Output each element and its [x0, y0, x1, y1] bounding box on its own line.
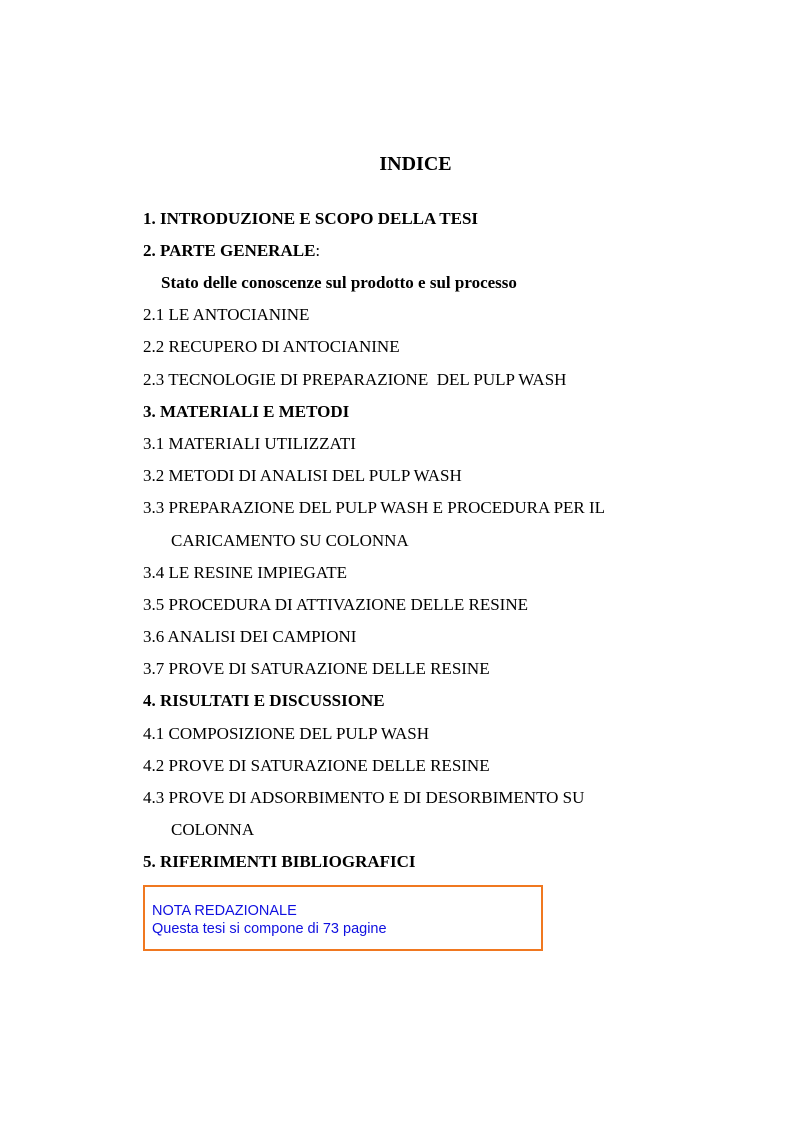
toc-section-4-1: 4.1 COMPOSIZIONE DEL PULP WASH [143, 724, 430, 743]
toc-section-3-5: 3.5 PROCEDURA DI ATTIVAZIONE DELLE RESINE [143, 595, 529, 614]
editorial-note-body: Questa tesi si compone di 73 pagine [152, 921, 387, 937]
toc-section-3-4: 3.4 LE RESINE IMPIEGATE [143, 563, 347, 582]
toc-chapter-2-subtitle: Stato delle conoscenze sul prodotto e sul processo [161, 273, 517, 292]
toc-chapter-4: 4. RISULTATI E DISCUSSIONE [143, 691, 385, 710]
toc-section-4-2: 4.2 PROVE DI SATURAZIONE DELLE RESINE [143, 756, 490, 775]
page-title: INDICE [379, 153, 452, 175]
toc-section-3-1: 3.1 MATERIALI UTILIZZATI [143, 434, 356, 453]
toc-chapter-2-colon: : [315, 241, 321, 260]
toc-section-3-6: 3.6 ANALISI DEI CAMPIONI [143, 627, 357, 646]
editorial-note-heading: NOTA REDAZIONALE [152, 903, 297, 919]
toc-section-3-3-continued: CARICAMENTO SU COLONNA [171, 531, 409, 550]
toc-section-2-2: 2.2 RECUPERO DI ANTOCIANINE [143, 337, 400, 356]
toc-section-4-3: 4.3 PROVE DI ADSORBIMENTO E DI DESORBIMENTO SU [143, 788, 585, 807]
toc-section-2-3: 2.3 TECNOLOGIE DI PREPARAZIONE DEL PULP WASH [143, 370, 567, 389]
toc-section-2-1: 2.1 LE ANTOCIANINE [143, 305, 310, 324]
toc-chapter-5: 5. RIFERIMENTI BIBLIOGRAFICI [143, 852, 416, 871]
toc-section-3-2: 3.2 METODI DI ANALISI DEL PULP WASH [143, 466, 462, 485]
editorial-note-box [143, 885, 543, 951]
toc-section-3-7: 3.7 PROVE DI SATURAZIONE DELLE RESINE [143, 659, 490, 678]
toc-chapter-1: 1. INTRODUZIONE E SCOPO DELLA TESI [143, 209, 479, 228]
toc-section-3-3: 3.3 PREPARAZIONE DEL PULP WASH E PROCEDURA PER IL [143, 498, 606, 517]
toc-chapter-2 [143, 241, 320, 261]
toc-chapter-2-label: 2. PARTE GENERALE [143, 241, 316, 260]
toc-chapter-3: 3. MATERIALI E METODI [143, 402, 350, 421]
toc-section-4-3-continued: COLONNA [171, 820, 255, 839]
